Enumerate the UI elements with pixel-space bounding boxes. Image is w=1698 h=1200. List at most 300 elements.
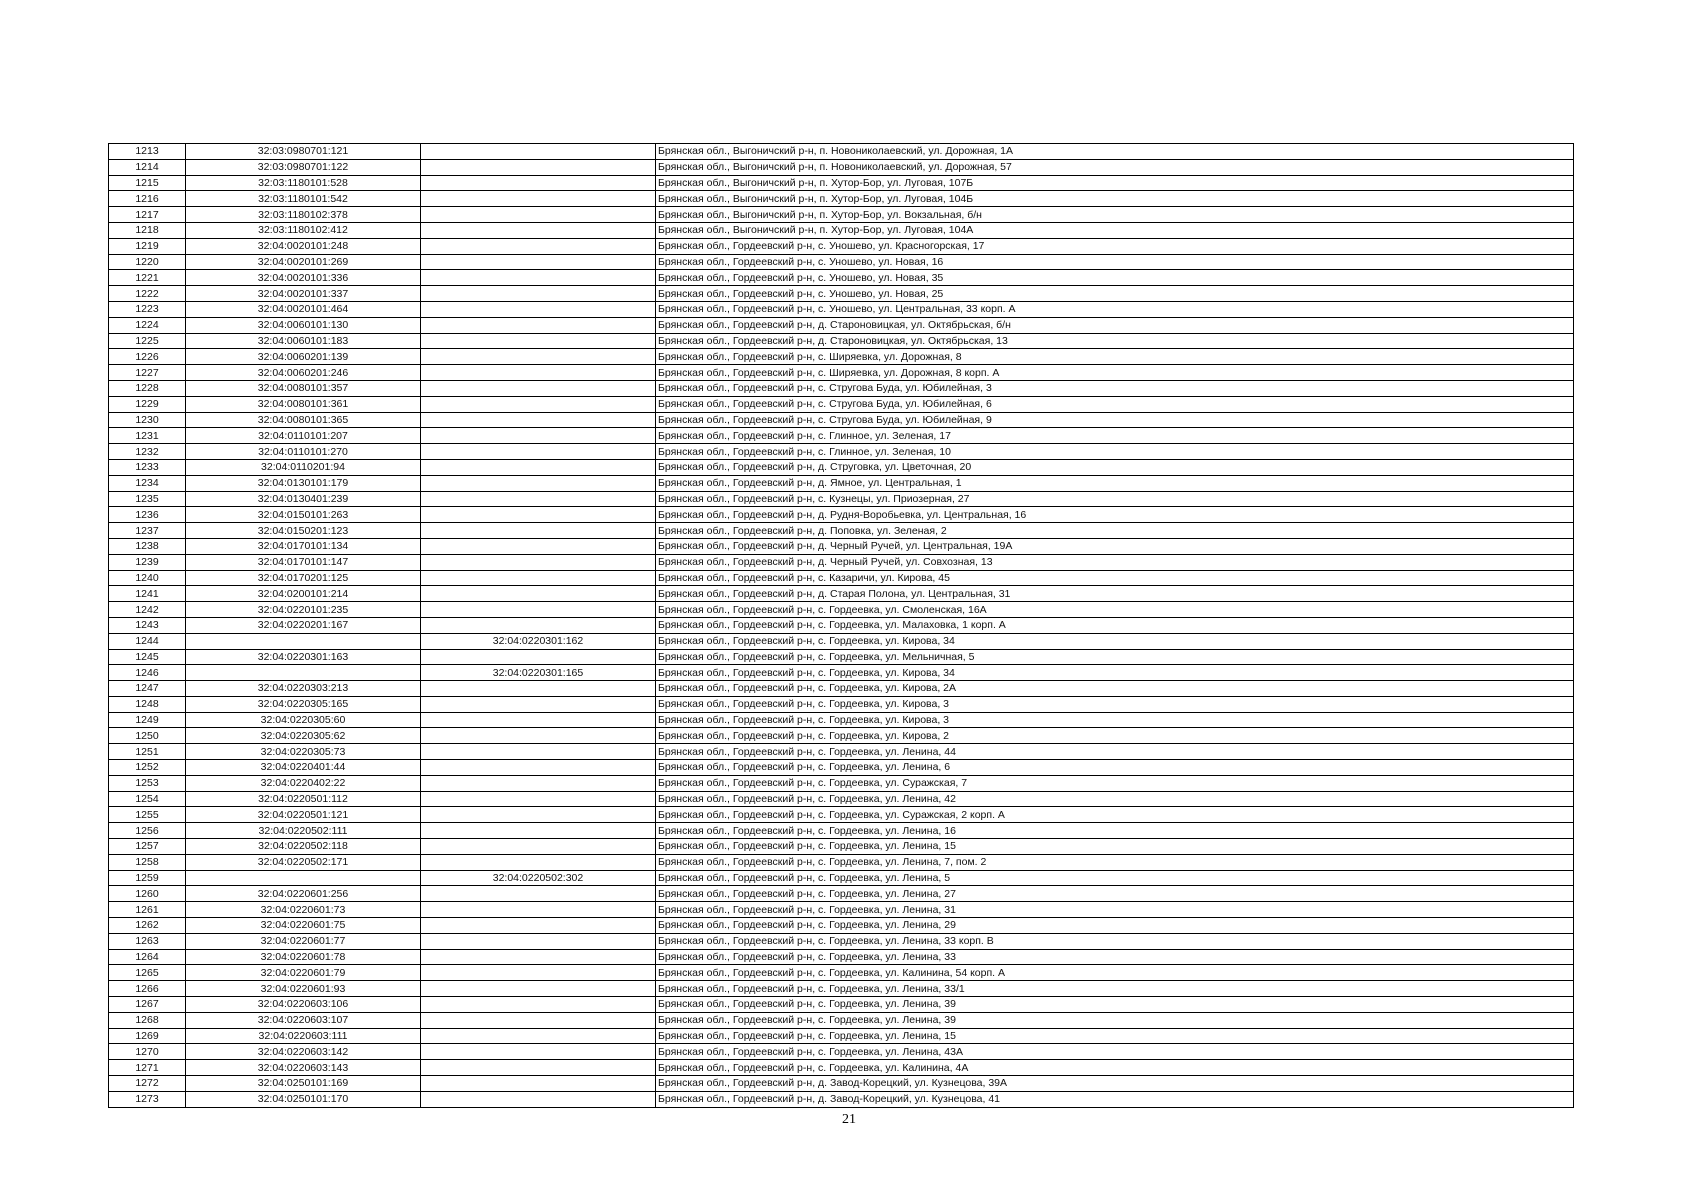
row-number-cell: 1247 [109,681,186,697]
table-row [109,728,1574,744]
cadastral-number-cell: 32:04:0020101:336 [186,270,421,286]
row-number-cell: 1220 [109,254,186,270]
row-number-cell: 1229 [109,396,186,412]
secondary-cadastral-cell: 32:04:0220502:302 [421,870,656,886]
cadastral-number-cell: 32:04:0130401:239 [186,491,421,507]
cadastral-number-cell: 32:04:0220201:167 [186,617,421,633]
table-row [109,444,1574,460]
cadastral-number-cell: 32:04:0080101:361 [186,396,421,412]
table-row [109,665,1574,681]
cadastral-number-cell: 32:04:0220305:62 [186,728,421,744]
secondary-cadastral-cell [421,997,656,1013]
address-cell: Брянская обл., Выгоничский р-н, п. Хутор-Бор, ул. Луговая, 107Б [656,175,1574,191]
secondary-cadastral-cell [421,380,656,396]
secondary-cadastral-cell [421,744,656,760]
table-row [109,286,1574,302]
secondary-cadastral-cell [421,933,656,949]
row-number-cell: 1244 [109,633,186,649]
secondary-cadastral-cell: 32:04:0220301:162 [421,633,656,649]
table-row [109,1091,1574,1107]
row-number-cell: 1266 [109,981,186,997]
table-row [109,396,1574,412]
row-number-cell: 1227 [109,365,186,381]
row-number-cell: 1226 [109,349,186,365]
address-cell: Брянская обл., Гордеевский р-н, с. Гордеевка, ул. Ленина, 15 [656,839,1574,855]
cadastral-number-cell: 32:03:0980701:121 [186,144,421,160]
secondary-cadastral-cell [421,222,656,238]
address-cell: Брянская обл., Гордеевский р-н, с. Гордеевка, ул. Кирова, 3 [656,696,1574,712]
address-cell: Брянская обл., Гордеевский р-н, д. Завод-Корецкий, ул. Кузнецова, 39А [656,1076,1574,1092]
row-number-cell: 1242 [109,602,186,618]
secondary-cadastral-cell [421,791,656,807]
table-row [109,570,1574,586]
secondary-cadastral-cell [421,854,656,870]
cadastral-number-cell: 32:04:0110101:207 [186,428,421,444]
secondary-cadastral-cell [421,965,656,981]
address-cell: Брянская обл., Гордеевский р-н, с. Гордеевка, ул. Ленина, 31 [656,902,1574,918]
address-cell: Брянская обл., Гордеевский р-н, д. Завод-Корецкий, ул. Кузнецова, 41 [656,1091,1574,1107]
secondary-cadastral-cell [421,649,656,665]
address-cell: Брянская обл., Гордеевский р-н, с. Гордеевка, ул. Кирова, 2 [656,728,1574,744]
cadastral-number-cell: 32:04:0130101:179 [186,475,421,491]
address-cell: Брянская обл., Гордеевский р-н, с. Гордеевка, ул. Ленина, 5 [656,870,1574,886]
address-cell: Брянская обл., Гордеевский р-н, с. Ширяевка, ул. Дорожная, 8 корп. А [656,365,1574,381]
row-number-cell: 1241 [109,586,186,602]
cadastral-number-cell: 32:04:0220601:77 [186,933,421,949]
row-number-cell: 1255 [109,807,186,823]
address-cell: Брянская обл., Гордеевский р-н, с. Ширяевка, ул. Дорожная, 8 [656,349,1574,365]
secondary-cadastral-cell [421,823,656,839]
address-cell: Брянская обл., Выгоничский р-н, п. Хутор-Бор, ул. Вокзальная, б/н [656,207,1574,223]
address-cell: Брянская обл., Гордеевский р-н, с. Глинное, ул. Зеленая, 10 [656,444,1574,460]
cadastral-number-cell: 32:04:0220305:73 [186,744,421,760]
secondary-cadastral-cell [421,554,656,570]
row-number-cell: 1216 [109,191,186,207]
table-row [109,412,1574,428]
table-row [109,507,1574,523]
secondary-cadastral-cell [421,444,656,460]
row-number-cell: 1214 [109,159,186,175]
row-number-cell: 1234 [109,475,186,491]
table-row [109,949,1574,965]
table-row [109,681,1574,697]
address-cell: Брянская обл., Гордеевский р-н, д. Поповка, ул. Зеленая, 2 [656,523,1574,539]
secondary-cadastral-cell [421,428,656,444]
table-row [109,870,1574,886]
cadastral-number-cell: 32:04:0110201:94 [186,459,421,475]
cadastral-number-cell: 32:04:0220303:213 [186,681,421,697]
secondary-cadastral-cell [421,617,656,633]
table-row [109,760,1574,776]
secondary-cadastral-cell [421,491,656,507]
table-row [109,649,1574,665]
cadastral-number-cell: 32:04:0220603:142 [186,1044,421,1060]
cadastral-number-cell: 32:04:0020101:337 [186,286,421,302]
secondary-cadastral-cell [421,839,656,855]
registry-table [108,143,1574,1108]
address-cell: Брянская обл., Гордеевский р-н, с. Кузнецы, ул. Приозерная, 27 [656,491,1574,507]
secondary-cadastral-cell [421,981,656,997]
cadastral-number-cell: 32:04:0220305:165 [186,696,421,712]
page-number: 21 [842,1112,856,1127]
table-row [109,712,1574,728]
cadastral-number-cell: 32:04:0220603:107 [186,1012,421,1028]
row-number-cell: 1243 [109,617,186,633]
cadastral-number-cell: 32:04:0200101:214 [186,586,421,602]
cadastral-number-cell: 32:04:0220101:235 [186,602,421,618]
secondary-cadastral-cell [421,207,656,223]
address-cell: Брянская обл., Гордеевский р-н, с. Уношево, ул. Новая, 25 [656,286,1574,302]
cadastral-number-cell: 32:03:1180102:412 [186,222,421,238]
row-number-cell: 1230 [109,412,186,428]
row-number-cell: 1261 [109,902,186,918]
table-row [109,365,1574,381]
cadastral-number-cell: 32:04:0060201:246 [186,365,421,381]
row-number-cell: 1223 [109,301,186,317]
secondary-cadastral-cell [421,586,656,602]
row-number-cell: 1248 [109,696,186,712]
row-number-cell: 1253 [109,775,186,791]
cadastral-number-cell [186,633,421,649]
row-number-cell: 1235 [109,491,186,507]
cadastral-number-cell: 32:04:0220502:118 [186,839,421,855]
row-number-cell: 1265 [109,965,186,981]
table-row [109,1060,1574,1076]
address-cell: Брянская обл., Гордеевский р-н, с. Гордеевка, ул. Ленина, 33/1 [656,981,1574,997]
secondary-cadastral-cell [421,523,656,539]
row-number-cell: 1246 [109,665,186,681]
secondary-cadastral-cell [421,286,656,302]
address-cell: Брянская обл., Гордеевский р-н, с. Гордеевка, ул. Калинина, 4А [656,1060,1574,1076]
table-row [109,301,1574,317]
table-row [109,459,1574,475]
secondary-cadastral-cell [421,760,656,776]
secondary-cadastral-cell [421,175,656,191]
cadastral-number-cell: 32:04:0250101:170 [186,1091,421,1107]
secondary-cadastral-cell [421,1012,656,1028]
table-row [109,965,1574,981]
address-cell: Брянская обл., Гордеевский р-н, с. Гордеевка, ул. Малаховка, 1 корп. А [656,617,1574,633]
table-row [109,238,1574,254]
secondary-cadastral-cell [421,886,656,902]
secondary-cadastral-cell: 32:04:0220301:165 [421,665,656,681]
table-row [109,349,1574,365]
table-row [109,918,1574,934]
row-number-cell: 1270 [109,1044,186,1060]
address-cell: Брянская обл., Гордеевский р-н, с. Гордеевка, ул. Ленина, 42 [656,791,1574,807]
row-number-cell: 1217 [109,207,186,223]
row-number-cell: 1273 [109,1091,186,1107]
row-number-cell: 1238 [109,538,186,554]
row-number-cell: 1219 [109,238,186,254]
secondary-cadastral-cell [421,144,656,160]
secondary-cadastral-cell [421,681,656,697]
row-number-cell: 1215 [109,175,186,191]
cadastral-number-cell: 32:04:0220501:112 [186,791,421,807]
table-row [109,775,1574,791]
cadastral-number-cell: 32:04:0170101:147 [186,554,421,570]
table-row [109,254,1574,270]
address-cell: Брянская обл., Гордеевский р-н, с. Гордеевка, ул. Ленина, 39 [656,997,1574,1013]
row-number-cell: 1258 [109,854,186,870]
cadastral-number-cell: 32:04:0220601:93 [186,981,421,997]
secondary-cadastral-cell [421,1091,656,1107]
table-row [109,270,1574,286]
table-row [109,902,1574,918]
address-cell: Брянская обл., Гордеевский р-н, д. Ямное, ул. Центральная, 1 [656,475,1574,491]
secondary-cadastral-cell [421,1028,656,1044]
cadastral-number-cell: 32:04:0020101:464 [186,301,421,317]
secondary-cadastral-cell [421,333,656,349]
address-cell: Брянская обл., Гордеевский р-н, с. Гордеевка, ул. Ленина, 29 [656,918,1574,934]
table-row [109,1028,1574,1044]
secondary-cadastral-cell [421,238,656,254]
row-number-cell: 1218 [109,222,186,238]
table-row [109,523,1574,539]
secondary-cadastral-cell [421,1076,656,1092]
cadastral-number-cell: 32:04:0170101:134 [186,538,421,554]
secondary-cadastral-cell [421,301,656,317]
cadastral-number-cell: 32:04:0220601:75 [186,918,421,934]
cadastral-number-cell: 32:04:0020101:269 [186,254,421,270]
address-cell: Брянская обл., Гордеевский р-н, с. Стругова Буда, ул. Юбилейная, 3 [656,380,1574,396]
cadastral-number-cell: 32:04:0150101:263 [186,507,421,523]
table-row [109,333,1574,349]
cadastral-number-cell: 32:04:0080101:357 [186,380,421,396]
row-number-cell: 1262 [109,918,186,934]
row-number-cell: 1256 [109,823,186,839]
row-number-cell: 1267 [109,997,186,1013]
address-cell: Брянская обл., Гордеевский р-н, д. Староновицкая, ул. Октябрьская, 13 [656,333,1574,349]
table-row [109,586,1574,602]
row-number-cell: 1257 [109,839,186,855]
address-cell: Брянская обл., Гордеевский р-н, с. Гордеевка, ул. Ленина, 39 [656,1012,1574,1028]
address-cell: Брянская обл., Гордеевский р-н, д. Старая Полона, ул. Центральная, 31 [656,586,1574,602]
table-row [109,380,1574,396]
table-row [109,144,1574,160]
address-cell: Брянская обл., Гордеевский р-н, с. Стругова Буда, ул. Юбилейная, 9 [656,412,1574,428]
table-row [109,602,1574,618]
secondary-cadastral-cell [421,159,656,175]
table-row [109,317,1574,333]
secondary-cadastral-cell [421,570,656,586]
table-row [109,1044,1574,1060]
secondary-cadastral-cell [421,696,656,712]
secondary-cadastral-cell [421,902,656,918]
address-cell: Брянская обл., Гордеевский р-н, с. Уношево, ул. Центральная, 33 корп. А [656,301,1574,317]
cadastral-number-cell: 32:04:0220502:111 [186,823,421,839]
address-cell: Брянская обл., Гордеевский р-н, д. Струговка, ул. Цветочная, 20 [656,459,1574,475]
cadastral-number-cell: 32:04:0110101:270 [186,444,421,460]
address-cell: Брянская обл., Гордеевский р-н, с. Стругова Буда, ул. Юбилейная, 6 [656,396,1574,412]
row-number-cell: 1237 [109,523,186,539]
address-cell: Брянская обл., Выгоничский р-н, п. Хутор-Бор, ул. Луговая, 104Б [656,191,1574,207]
cadastral-number-cell: 32:04:0220603:111 [186,1028,421,1044]
table-row [109,538,1574,554]
address-cell: Брянская обл., Гордеевский р-н, с. Гордеевка, ул. Ленина, 33 корп. В [656,933,1574,949]
address-cell: Брянская обл., Гордеевский р-н, с. Гордеевка, ул. Суражская, 2 корп. А [656,807,1574,823]
secondary-cadastral-cell [421,507,656,523]
table-row [109,475,1574,491]
address-cell: Брянская обл., Гордеевский р-н, с. Гордеевка, ул. Калинина, 54 корп. А [656,965,1574,981]
cadastral-number-cell: 32:04:0220305:60 [186,712,421,728]
table-row [109,222,1574,238]
row-number-cell: 1254 [109,791,186,807]
address-cell: Брянская обл., Выгоничский р-н, п. Хутор-Бор, ул. Луговая, 104А [656,222,1574,238]
table-row [109,1076,1574,1092]
address-cell: Брянская обл., Гордеевский р-н, с. Казаричи, ул. Кирова, 45 [656,570,1574,586]
row-number-cell: 1239 [109,554,186,570]
table-row [109,633,1574,649]
table-row [109,491,1574,507]
table-row [109,696,1574,712]
cadastral-number-cell: 32:04:0220601:256 [186,886,421,902]
row-number-cell: 1271 [109,1060,186,1076]
address-cell: Брянская обл., Гордеевский р-н, с. Уношево, ул. Красногорская, 17 [656,238,1574,254]
row-number-cell: 1231 [109,428,186,444]
row-number-cell: 1222 [109,286,186,302]
address-cell: Брянская обл., Гордеевский р-н, с. Уношево, ул. Новая, 35 [656,270,1574,286]
cadastral-number-cell: 32:03:1180101:542 [186,191,421,207]
cadastral-number-cell: 32:04:0220601:79 [186,965,421,981]
secondary-cadastral-cell [421,349,656,365]
cadastral-number-cell [186,665,421,681]
table-row [109,807,1574,823]
row-number-cell: 1236 [109,507,186,523]
address-cell: Брянская обл., Гордеевский р-н, д. Староновицкая, ул. Октябрьская, б/н [656,317,1574,333]
table-row [109,175,1574,191]
secondary-cadastral-cell [421,191,656,207]
address-cell: Брянская обл., Гордеевский р-н, д. Черный Ручей, ул. Центральная, 19А [656,538,1574,554]
secondary-cadastral-cell [421,1044,656,1060]
table-row [109,791,1574,807]
secondary-cadastral-cell [421,538,656,554]
row-number-cell: 1264 [109,949,186,965]
row-number-cell: 1245 [109,649,186,665]
row-number-cell: 1251 [109,744,186,760]
address-cell: Брянская обл., Выгоничский р-н, п. Новониколаевский, ул. Дорожная, 57 [656,159,1574,175]
cadastral-number-cell: 32:03:1180101:528 [186,175,421,191]
cadastral-number-cell: 32:04:0250101:169 [186,1076,421,1092]
table-row [109,997,1574,1013]
row-number-cell: 1224 [109,317,186,333]
address-cell: Брянская обл., Гордеевский р-н, с. Гордеевка, ул. Ленина, 7, пом. 2 [656,854,1574,870]
cadastral-number-cell: 32:04:0220603:106 [186,997,421,1013]
cadastral-number-cell: 32:04:0060101:183 [186,333,421,349]
table-row [109,744,1574,760]
cadastral-number-cell [186,870,421,886]
secondary-cadastral-cell [421,396,656,412]
secondary-cadastral-cell [421,775,656,791]
address-cell: Брянская обл., Гордеевский р-н, с. Гордеевка, ул. Ленина, 27 [656,886,1574,902]
row-number-cell: 1240 [109,570,186,586]
cadastral-number-cell: 32:04:0220601:78 [186,949,421,965]
cadastral-number-cell: 32:04:0220301:163 [186,649,421,665]
table-row [109,933,1574,949]
row-number-cell: 1268 [109,1012,186,1028]
table-row [109,191,1574,207]
cadastral-number-cell: 32:04:0220601:73 [186,902,421,918]
secondary-cadastral-cell [421,949,656,965]
cadastral-number-cell: 32:04:0220603:143 [186,1060,421,1076]
table-row [109,886,1574,902]
secondary-cadastral-cell [421,254,656,270]
address-cell: Брянская обл., Гордеевский р-н, с. Гордеевка, ул. Смоленская, 16А [656,602,1574,618]
address-cell: Брянская обл., Гордеевский р-н, с. Гордеевка, ул. Мельничная, 5 [656,649,1574,665]
table-row [109,428,1574,444]
address-cell: Брянская обл., Гордеевский р-н, д. Черный Ручей, ул. Совхозная, 13 [656,554,1574,570]
registry-body [109,144,1574,1108]
row-number-cell: 1260 [109,886,186,902]
secondary-cadastral-cell [421,918,656,934]
cadastral-number-cell: 32:04:0020101:248 [186,238,421,254]
row-number-cell: 1233 [109,459,186,475]
table-row [109,159,1574,175]
address-cell: Брянская обл., Гордеевский р-н, с. Гордеевка, ул. Ленина, 16 [656,823,1574,839]
address-cell: Брянская обл., Гордеевский р-н, с. Гордеевка, ул. Кирова, 34 [656,633,1574,649]
row-number-cell: 1252 [109,760,186,776]
secondary-cadastral-cell [421,712,656,728]
address-cell: Брянская обл., Гордеевский р-н, с. Гордеевка, ул. Ленина, 6 [656,760,1574,776]
row-number-cell: 1232 [109,444,186,460]
secondary-cadastral-cell [421,365,656,381]
address-cell: Брянская обл., Гордеевский р-н, с. Гордеевка, ул. Ленина, 33 [656,949,1574,965]
address-cell: Брянская обл., Гордеевский р-н, с. Гордеевка, ул. Кирова, 3 [656,712,1574,728]
cadastral-number-cell: 32:04:0170201:125 [186,570,421,586]
table-row [109,617,1574,633]
cadastral-number-cell: 32:04:0220501:121 [186,807,421,823]
cadastral-number-cell: 32:04:0220502:171 [186,854,421,870]
secondary-cadastral-cell [421,270,656,286]
address-cell: Брянская обл., Гордеевский р-н, с. Уношево, ул. Новая, 16 [656,254,1574,270]
secondary-cadastral-cell [421,1060,656,1076]
address-cell: Брянская обл., Гордеевский р-н, с. Гордеевка, ул. Кирова, 34 [656,665,1574,681]
address-cell: Брянская обл., Гордеевский р-н, с. Гордеевка, ул. Суражская, 7 [656,775,1574,791]
row-number-cell: 1221 [109,270,186,286]
table-row [109,854,1574,870]
address-cell: Брянская обл., Выгоничский р-н, п. Новониколаевский, ул. Дорожная, 1А [656,144,1574,160]
cadastral-number-cell: 32:04:0080101:365 [186,412,421,428]
row-number-cell: 1228 [109,380,186,396]
table-row [109,839,1574,855]
address-cell: Брянская обл., Гордеевский р-н, с. Гордеевка, ул. Ленина, 43А [656,1044,1574,1060]
row-number-cell: 1272 [109,1076,186,1092]
cadastral-number-cell: 32:04:0060101:130 [186,317,421,333]
secondary-cadastral-cell [421,459,656,475]
address-cell: Брянская обл., Гордеевский р-н, с. Гордеевка, ул. Ленина, 44 [656,744,1574,760]
row-number-cell: 1225 [109,333,186,349]
cadastral-number-cell: 32:04:0060201:139 [186,349,421,365]
secondary-cadastral-cell [421,412,656,428]
secondary-cadastral-cell [421,807,656,823]
cadastral-number-cell: 32:04:0150201:123 [186,523,421,539]
table-row [109,554,1574,570]
address-cell: Брянская обл., Гордеевский р-н, с. Глинное, ул. Зеленая, 17 [656,428,1574,444]
cadastral-number-cell: 32:03:1180102:378 [186,207,421,223]
row-number-cell: 1259 [109,870,186,886]
row-number-cell: 1213 [109,144,186,160]
secondary-cadastral-cell [421,475,656,491]
table-row [109,823,1574,839]
cadastral-number-cell: 32:04:0220402:22 [186,775,421,791]
secondary-cadastral-cell [421,317,656,333]
address-cell: Брянская обл., Гордеевский р-н, с. Гордеевка, ул. Кирова, 2А [656,681,1574,697]
row-number-cell: 1269 [109,1028,186,1044]
row-number-cell: 1249 [109,712,186,728]
table-row [109,207,1574,223]
table-row [109,1012,1574,1028]
table-row [109,981,1574,997]
